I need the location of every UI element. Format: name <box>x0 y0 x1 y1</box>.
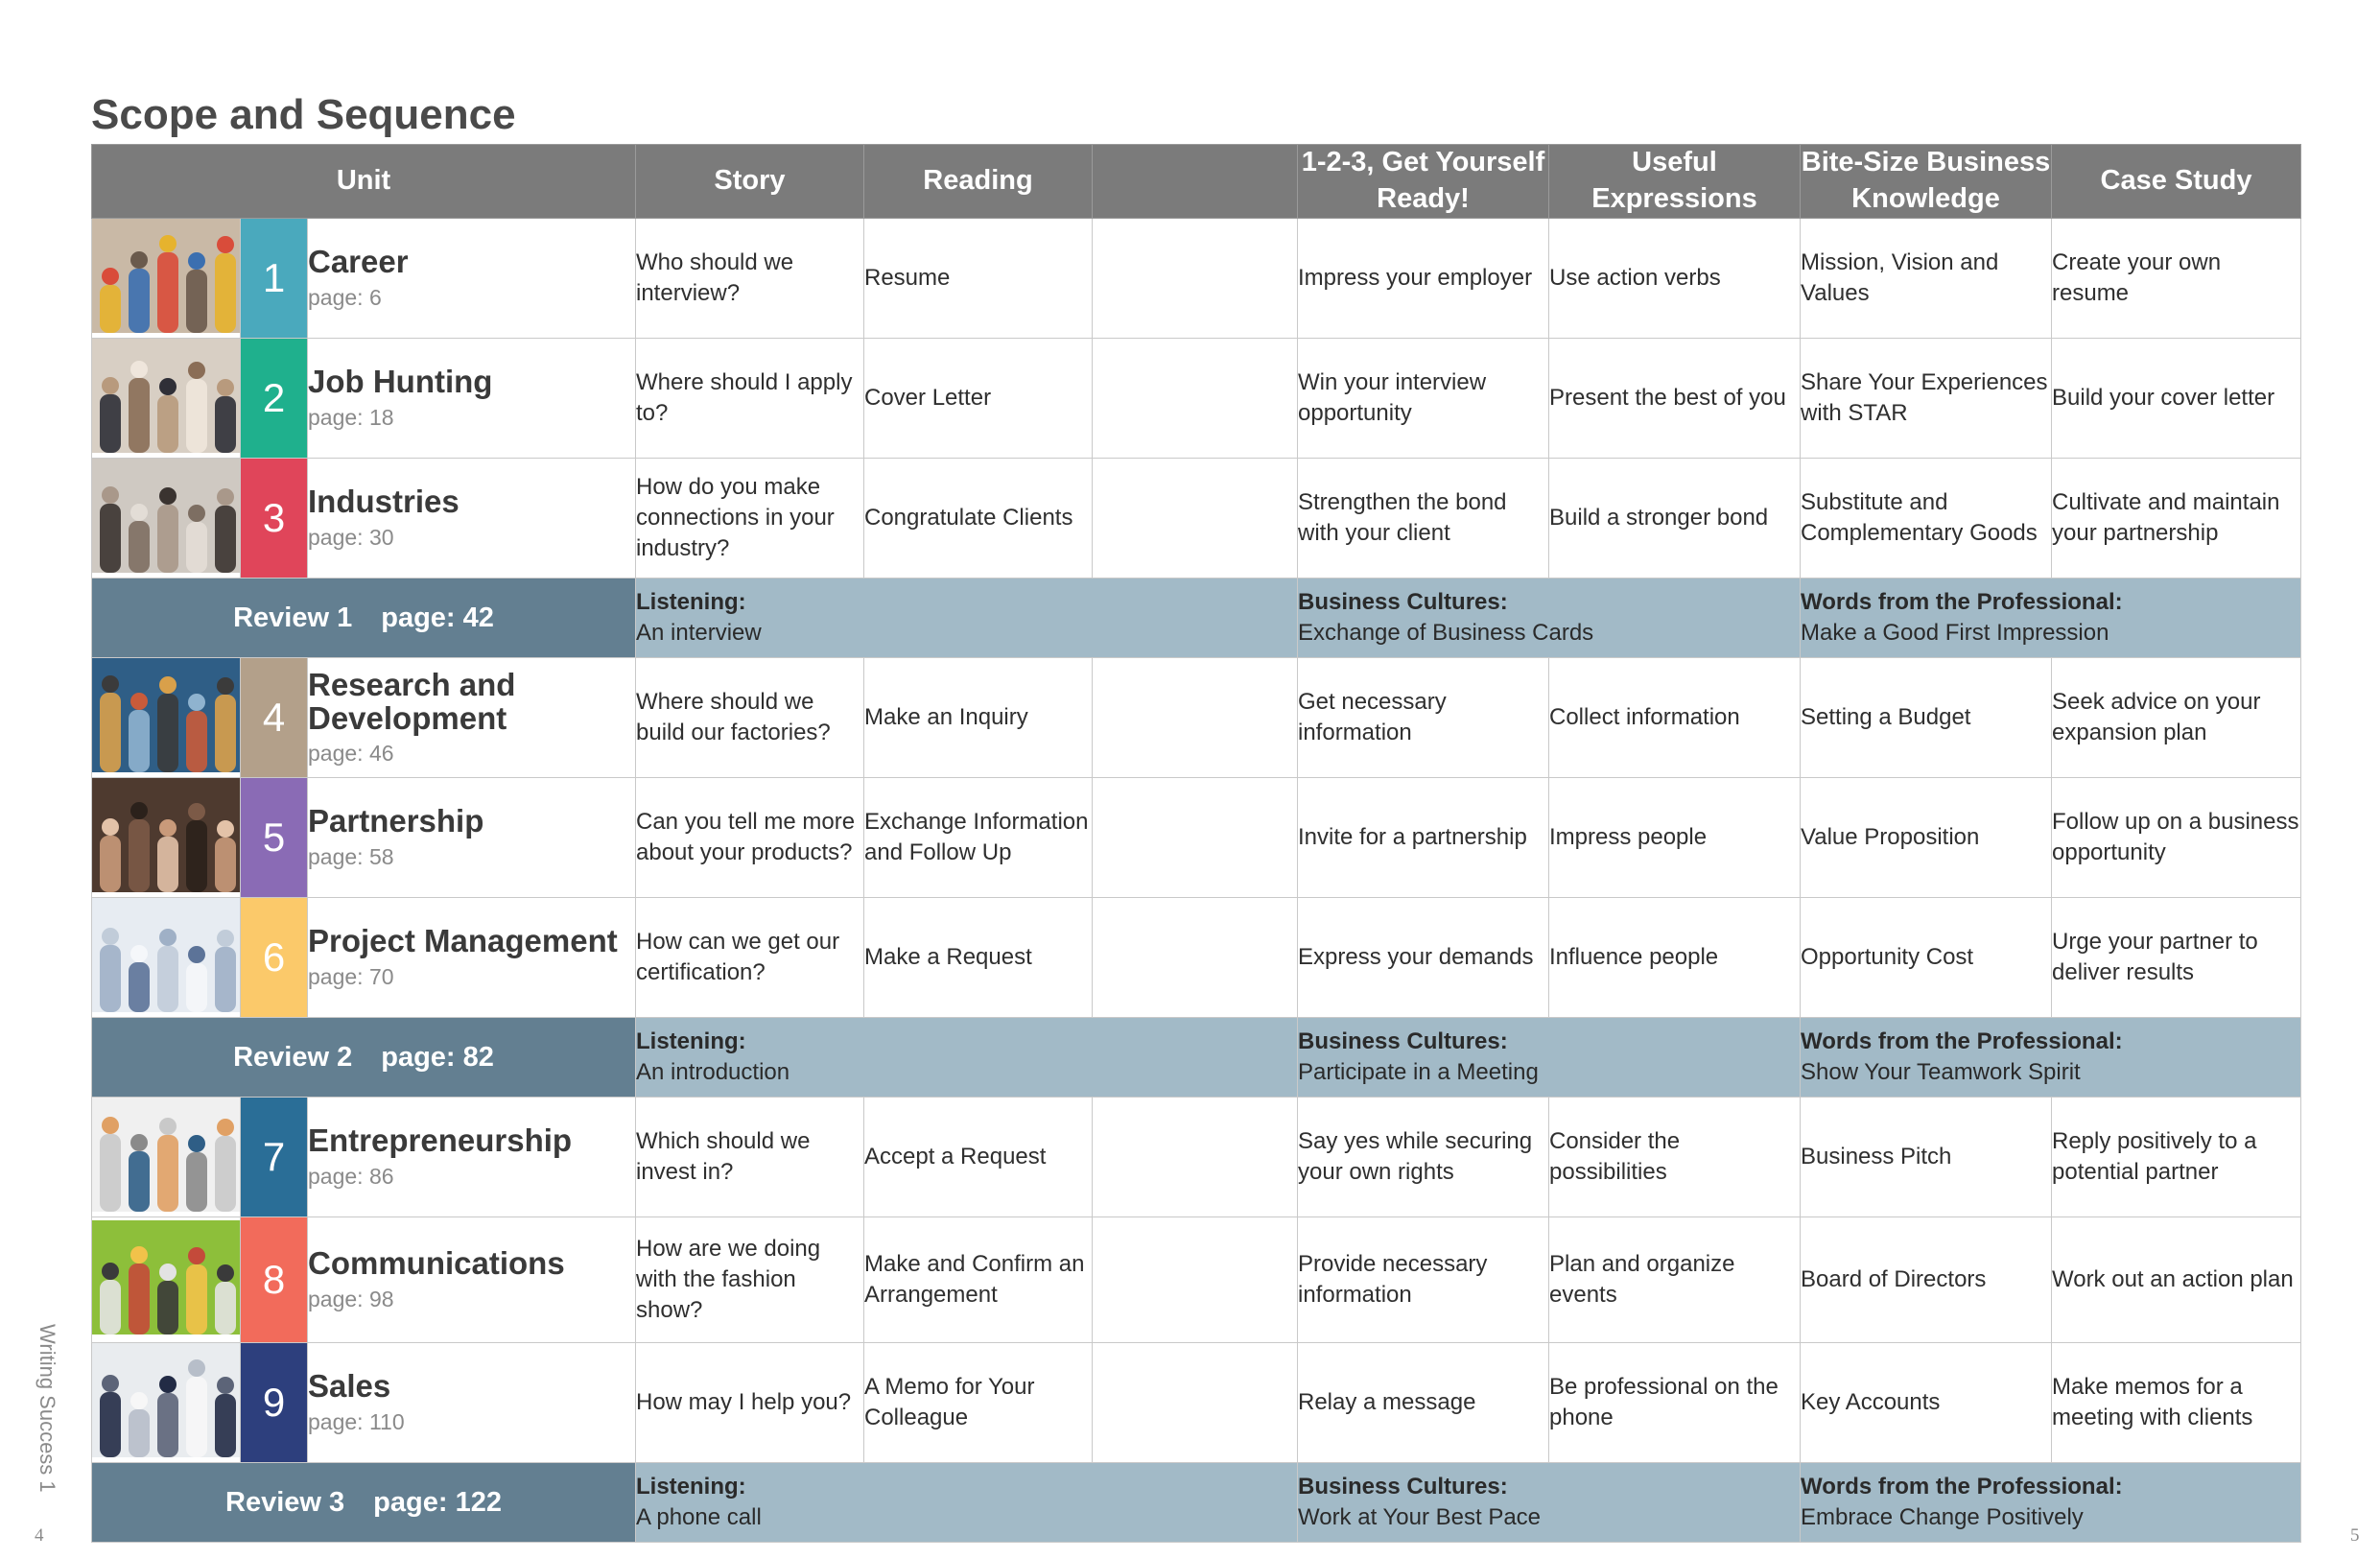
blank-cell <box>1093 219 1298 339</box>
header-blank <box>1093 145 1298 219</box>
review-listening-cell <box>636 1018 1298 1098</box>
useful-expressions-cell: Impress people <box>1549 778 1801 898</box>
header-get-ready: 1-2-3, Get Yourself Ready! <box>1298 145 1549 219</box>
unit-page: page: 30 <box>308 524 394 550</box>
get-ready-cell: Express your demands <box>1298 898 1549 1018</box>
unit-row <box>92 778 2301 898</box>
reading-cell: Make and Confirm an Arrangement <box>864 1217 1093 1343</box>
review-words-cell <box>1801 579 2301 658</box>
review-title[interactable]: Review 1 <box>233 602 353 633</box>
unit-page: page: 98 <box>308 1286 394 1311</box>
bite-size-cell: Mission, Vision and Values <box>1801 219 2052 339</box>
words-text: Show Your Teamwork Spirit <box>1801 1059 2081 1085</box>
reading-cell: Exchange Information and Follow Up <box>864 778 1093 898</box>
get-ready-cell: Get necessary information <box>1298 658 1549 778</box>
review-title[interactable]: Review 3 <box>225 1486 345 1518</box>
cultures-label: Business Cultures: <box>1298 588 1508 615</box>
reading-cell: Resume <box>864 219 1093 339</box>
words-text: Embrace Change Positively <box>1801 1504 2084 1530</box>
header-unit: Unit <box>92 145 636 219</box>
unit-thumbnail-image <box>92 219 241 339</box>
bite-size-cell: Board of Directors <box>1801 1217 2052 1343</box>
review-page: page: 82 <box>381 1041 494 1073</box>
get-ready-cell: Provide necessary information <box>1298 1217 1549 1343</box>
header-case-study: Case Study <box>2052 145 2301 219</box>
unit-number: 6 <box>241 898 308 1018</box>
unit-row <box>92 1217 2301 1343</box>
blank-cell <box>1093 898 1298 1018</box>
get-ready-cell: Relay a message <box>1298 1343 1549 1463</box>
words-label: Words from the Professional: <box>1801 1028 2123 1054</box>
review-label-cell[interactable] <box>92 1018 636 1098</box>
listening-text: An interview <box>636 620 762 646</box>
listening-text: A phone call <box>636 1504 762 1530</box>
blank-cell <box>1093 1343 1298 1463</box>
unit-title[interactable]: Sales <box>308 1368 391 1405</box>
story-cell: How can we get our certification? <box>636 898 864 1018</box>
reading-cell: Congratulate Clients <box>864 459 1093 579</box>
useful-expressions-cell: Collect information <box>1549 658 1801 778</box>
get-ready-cell: Say yes while securing your own rights <box>1298 1098 1549 1217</box>
unit-name-cell[interactable] <box>308 339 636 459</box>
unit-page: page: 46 <box>308 741 394 767</box>
unit-row <box>92 459 2301 579</box>
useful-expressions-cell: Use action verbs <box>1549 219 1801 339</box>
review-cultures-cell <box>1298 1018 1801 1098</box>
cultures-label: Business Cultures: <box>1298 1028 1508 1054</box>
unit-number: 8 <box>241 1217 308 1343</box>
words-label: Words from the Professional: <box>1801 588 2123 615</box>
case-study-cell: Build your cover letter <box>2052 339 2301 459</box>
unit-name-cell[interactable] <box>308 898 636 1018</box>
review-label-cell[interactable] <box>92 1463 636 1543</box>
unit-row <box>92 1098 2301 1217</box>
case-study-cell: Seek advice on your expansion plan <box>2052 658 2301 778</box>
blank-cell <box>1093 1217 1298 1343</box>
scope-sequence-table <box>91 144 2301 1543</box>
bite-size-cell: Value Proposition <box>1801 778 2052 898</box>
unit-number: 3 <box>241 459 308 579</box>
unit-name-cell[interactable] <box>308 658 636 778</box>
unit-row <box>92 339 2301 459</box>
useful-expressions-cell: Plan and organize events <box>1549 1217 1801 1343</box>
unit-title[interactable]: Communications <box>308 1245 565 1282</box>
case-study-cell: Cultivate and maintain your partnership <box>2052 459 2301 579</box>
bite-size-cell: Substitute and Complementary Goods <box>1801 459 2052 579</box>
case-study-cell: Work out an action plan <box>2052 1217 2301 1343</box>
unit-number: 7 <box>241 1098 308 1217</box>
cultures-text: Work at Your Best Pace <box>1298 1504 1542 1530</box>
blank-cell <box>1093 658 1298 778</box>
story-cell: Where should I apply to? <box>636 339 864 459</box>
blank-cell <box>1093 339 1298 459</box>
unit-thumbnail-image <box>92 658 241 778</box>
page-number-right: 5 <box>2350 1525 2360 1546</box>
reading-cell: Make a Request <box>864 898 1093 1018</box>
unit-page: page: 6 <box>308 284 382 310</box>
bite-size-cell: Opportunity Cost <box>1801 898 2052 1018</box>
unit-name-cell[interactable] <box>308 219 636 339</box>
bite-size-cell: Business Pitch <box>1801 1098 2052 1217</box>
review-row <box>92 1463 2301 1543</box>
case-study-cell: Make memos for a meeting with clients <box>2052 1343 2301 1463</box>
review-words-cell <box>1801 1463 2301 1543</box>
blank-cell <box>1093 778 1298 898</box>
story-cell: Which should we invest in? <box>636 1098 864 1217</box>
unit-thumbnail-image <box>92 459 241 579</box>
unit-page: page: 110 <box>308 1408 405 1434</box>
unit-thumbnail-image <box>92 778 241 898</box>
page-number-left: 4 <box>35 1525 44 1546</box>
unit-thumbnail-image <box>92 898 241 1018</box>
reading-cell: Accept a Request <box>864 1098 1093 1217</box>
review-row <box>92 579 2301 658</box>
unit-title[interactable]: Entrepreneurship <box>308 1122 573 1159</box>
listening-label: Listening: <box>636 1028 746 1054</box>
unit-title[interactable]: Partnership <box>308 803 484 839</box>
blank-cell <box>1093 459 1298 579</box>
words-text: Make a Good First Impression <box>1801 620 2109 646</box>
story-cell: How are we doing with the fashion show? <box>636 1217 864 1343</box>
review-label-cell[interactable] <box>92 579 636 658</box>
useful-expressions-cell: Present the best of you <box>1549 339 1801 459</box>
bite-size-cell: Setting a Budget <box>1801 658 2052 778</box>
unit-name-cell[interactable] <box>308 778 636 898</box>
story-cell: How do you make connections in your industry? <box>636 459 864 579</box>
cultures-text: Exchange of Business Cards <box>1298 620 1594 646</box>
reading-cell: Cover Letter <box>864 339 1093 459</box>
blank-cell <box>1093 1098 1298 1217</box>
unit-thumbnail-image <box>92 339 241 459</box>
story-cell: Who should we interview? <box>636 219 864 339</box>
case-study-cell: Reply positively to a potential partner <box>2052 1098 2301 1217</box>
review-cultures-cell <box>1298 579 1801 658</box>
case-study-cell: Create your own resume <box>2052 219 2301 339</box>
unit-page: page: 18 <box>308 404 394 430</box>
useful-expressions-cell: Consider the possibilities <box>1549 1098 1801 1217</box>
case-study-cell: Urge your partner to deliver results <box>2052 898 2301 1018</box>
review-page: page: 122 <box>373 1486 502 1518</box>
unit-row <box>92 1343 2301 1463</box>
listening-label: Listening: <box>636 588 746 615</box>
listening-text: An introduction <box>636 1059 790 1085</box>
cultures-text: Participate in a Meeting <box>1298 1059 1539 1085</box>
story-cell: Where should we build our factories? <box>636 658 864 778</box>
bite-size-cell: Key Accounts <box>1801 1343 2052 1463</box>
useful-expressions-cell: Be professional on the phone <box>1549 1343 1801 1463</box>
review-page: page: 42 <box>381 602 494 633</box>
review-words-cell <box>1801 1018 2301 1098</box>
get-ready-cell: Invite for a partnership <box>1298 778 1549 898</box>
reading-cell: A Memo for Your Colleague <box>864 1343 1093 1463</box>
unit-number: 1 <box>241 219 308 339</box>
header-row <box>92 145 2301 219</box>
unit-name-cell[interactable] <box>308 1217 636 1343</box>
review-cultures-cell <box>1298 1463 1801 1543</box>
book-title-side: Writing Success 1 <box>35 1324 59 1493</box>
reading-cell: Make an Inquiry <box>864 658 1093 778</box>
header-story: Story <box>636 145 864 219</box>
page-title: Scope and Sequence <box>91 91 516 138</box>
unit-title[interactable]: Career <box>308 244 409 280</box>
unit-page: page: 86 <box>308 1163 394 1189</box>
unit-number: 9 <box>241 1343 308 1463</box>
unit-title[interactable]: Research and Development <box>308 666 516 736</box>
cultures-label: Business Cultures: <box>1298 1473 1508 1500</box>
unit-row <box>92 658 2301 778</box>
get-ready-cell: Win your interview opportunity <box>1298 339 1549 459</box>
unit-page: page: 58 <box>308 843 394 869</box>
unit-number: 2 <box>241 339 308 459</box>
unit-title[interactable]: Job Hunting <box>308 364 493 400</box>
unit-thumbnail-image <box>92 1098 241 1217</box>
words-label: Words from the Professional: <box>1801 1473 2123 1500</box>
header-reading: Reading <box>864 145 1093 219</box>
unit-thumbnail-image <box>92 1217 241 1343</box>
header-bite-size: Bite-Size Business Knowledge <box>1801 145 2052 219</box>
unit-page: page: 70 <box>308 963 394 989</box>
review-title[interactable]: Review 2 <box>233 1041 353 1073</box>
unit-thumbnail-image <box>92 1343 241 1463</box>
story-cell: Can you tell me more about your products? <box>636 778 864 898</box>
review-listening-cell <box>636 579 1298 658</box>
useful-expressions-cell: Build a stronger bond <box>1549 459 1801 579</box>
useful-expressions-cell: Influence people <box>1549 898 1801 1018</box>
unit-row <box>92 219 2301 339</box>
unit-row <box>92 898 2301 1018</box>
bite-size-cell: Share Your Experiences with STAR <box>1801 339 2052 459</box>
unit-number: 4 <box>241 658 308 778</box>
unit-name-cell[interactable] <box>308 1098 636 1217</box>
header-useful-expressions: Useful Expressions <box>1549 145 1801 219</box>
review-listening-cell <box>636 1463 1298 1543</box>
review-row <box>92 1018 2301 1098</box>
listening-label: Listening: <box>636 1473 746 1500</box>
unit-title[interactable]: Project Management <box>308 923 618 959</box>
get-ready-cell: Strengthen the bond with your client <box>1298 459 1549 579</box>
unit-number: 5 <box>241 778 308 898</box>
case-study-cell: Follow up on a business opportunity <box>2052 778 2301 898</box>
get-ready-cell: Impress your employer <box>1298 219 1549 339</box>
story-cell: How may I help you? <box>636 1343 864 1463</box>
unit-title[interactable]: Industries <box>308 484 460 520</box>
unit-name-cell[interactable] <box>308 1343 636 1463</box>
unit-name-cell[interactable] <box>308 459 636 579</box>
